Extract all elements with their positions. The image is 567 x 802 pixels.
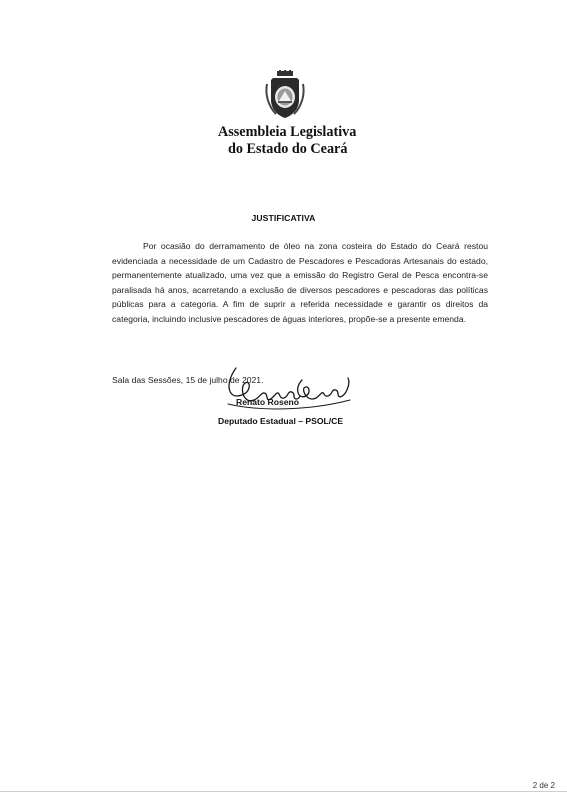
justification-paragraph: Por ocasião do derramamento de óleo na zona costeira do Estado do Ceará restou evidenciada a necessidade de um Cadastro de Pescadores e Pescadoras Artesanais do estado, permanentemente atualizado, uma vez que a emissão do Registro Geral de Pesca encontra-se paralisada há anos, acarretando a exclusão de diversos pescadores e pescadoras das políticas públicas para a categoria. A fim de suprir a referida necessidade e garantir os direitos da categoria, incluindo inclusive pescadores de águas interiores, propõe-se a presente emenda.: [112, 241, 488, 324]
organization-name: [218, 124, 378, 158]
place-and-date: Sala das Sessões, 15 de julho de 2021.: [112, 375, 264, 385]
handwritten-signature: [222, 360, 362, 420]
organization-name-line-1: Assembleia Legislativa: [218, 124, 357, 140]
document-title: JUSTIFICATIVA: [251, 213, 316, 223]
signer-name: Renato Roseno: [236, 397, 300, 407]
page-number: 2 de 2: [532, 781, 555, 790]
organization-name-line-2: do Estado do Ceará: [228, 141, 348, 157]
footer-divider: [0, 791, 567, 792]
signer-title: Deputado Estadual – PSOL/CE: [218, 416, 344, 426]
state-coat-of-arms-icon: [264, 70, 306, 120]
justification-body: [112, 239, 488, 327]
